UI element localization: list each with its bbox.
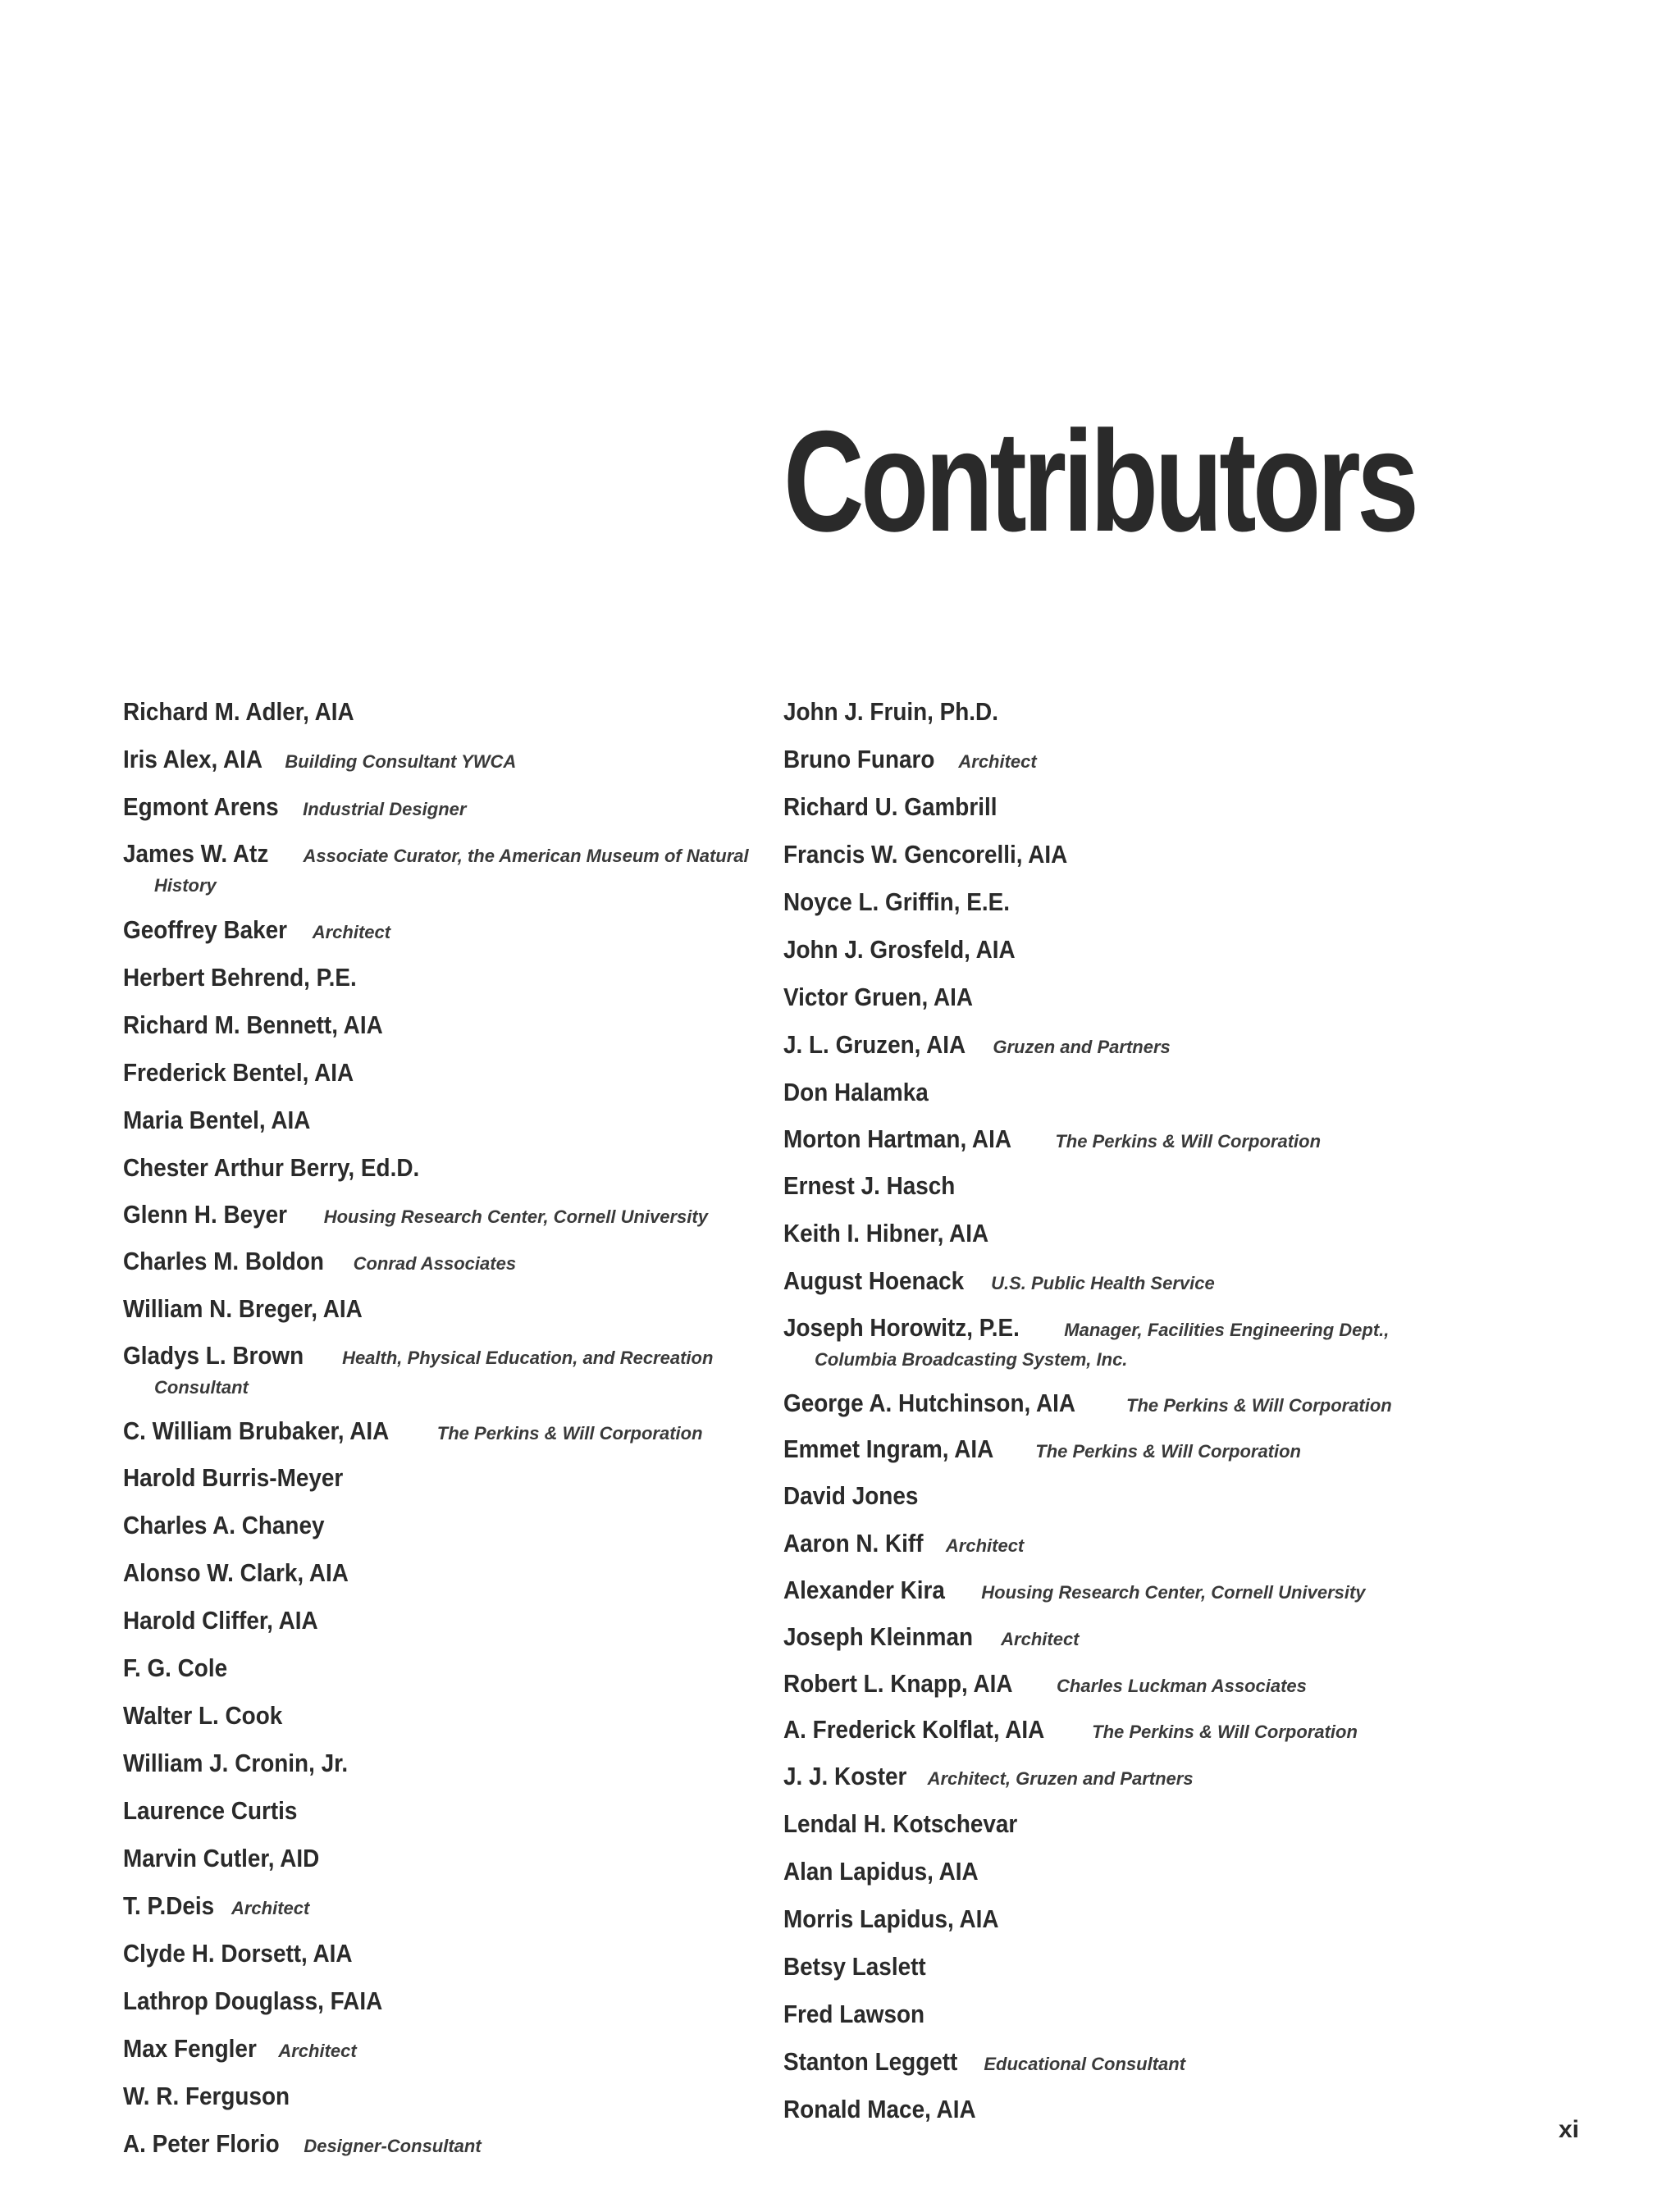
contributor-affiliation: Industrial Designer (303, 799, 467, 819)
contributor-name: Aaron N. Kiff (783, 1529, 924, 1558)
contributor-affiliation: Housing Research Center, Cornell University (981, 1582, 1366, 1603)
contributor-name: David Jones (783, 1481, 919, 1510)
contributor-entry (783, 1857, 1431, 1890)
contributor-affiliation: Designer-Consultant (304, 2136, 482, 2156)
contributor-entry (783, 1030, 1431, 1064)
contributor-entry (123, 1796, 771, 1830)
contributor-entry (123, 915, 771, 949)
contributor-entry (783, 1219, 1431, 1252)
contributor-name: Fred Lawson (783, 2000, 925, 2028)
contributor-name: T. P.Deis (123, 1891, 215, 1920)
contributor-name: Walter L. Cook (123, 1701, 283, 1730)
contributor-name: William J. Cronin, Jr. (123, 1749, 349, 1777)
contributor-affiliation: The Perkins & Will Corporation (1035, 1441, 1301, 1462)
contributor-name: Noyce L. Griffin, E.E. (783, 887, 1010, 916)
contributor-entry (783, 840, 1431, 873)
contributor-affiliation: Architect (958, 751, 1037, 772)
contributor-name: Robert L. Knapp, AIA (783, 1669, 1013, 1698)
contributor-entry (783, 1171, 1431, 1205)
contributor-name: Charles A. Chaney (123, 1511, 325, 1539)
contributor-affiliation: Manager, Facilities Engineering Dept., Columbia Broadcasting System, Inc. (815, 1320, 1390, 1370)
contributor-affiliation: Building Consultant YWCA (285, 751, 517, 772)
contributor-entry (123, 1986, 771, 2020)
contributor-entry (123, 745, 771, 778)
contributor-entry (123, 697, 771, 731)
contributor-name: Bruno Funaro (783, 745, 935, 773)
contributor-name: Alonso W. Clark, AIA (123, 1558, 349, 1587)
contributor-name: Marvin Cutler, AID (123, 1844, 320, 1872)
contributor-entry (783, 1435, 1431, 1467)
contributor-affiliation: Architect (231, 1898, 310, 1918)
contributor-affiliation: Architect (278, 2041, 357, 2061)
contributor-entry (783, 1762, 1431, 1795)
contributor-entry (123, 1247, 771, 1280)
contributor-name: Harold Burris-Meyer (123, 1463, 344, 1492)
contributor-affiliation: The Perkins & Will Corporation (1092, 1722, 1358, 1742)
contributor-entry (783, 1622, 1431, 1656)
contributor-entry (783, 983, 1431, 1016)
contributor-entry (783, 887, 1431, 921)
contributor-entry (783, 2000, 1431, 2033)
contributor-entry (123, 1058, 771, 1092)
contributor-affiliation: Conrad Associates (353, 1253, 517, 1274)
contributor-name: Ronald Mace, AIA (783, 2095, 976, 2123)
contributor-name: Lathrop Douglass, FAIA (123, 1986, 383, 2015)
contributor-entry (783, 1125, 1431, 1157)
contributor-affiliation: Charles Luckman Associates (1057, 1676, 1307, 1696)
contributor-name: Morris Lapidus, AIA (783, 1904, 999, 1933)
contributor-entry (783, 2095, 1431, 2128)
contributor-name: August Hoenack (783, 1266, 965, 1295)
contributor-entry (783, 792, 1431, 826)
contributor-name: Herbert Behrend, P.E. (123, 963, 357, 992)
contributor-name: Chester Arthur Berry, Ed.D. (123, 1153, 420, 1182)
contributor-affiliation: Housing Research Center, Cornell University (323, 1206, 708, 1227)
contributor-entry (783, 1716, 1431, 1748)
contributor-name: Clyde H. Dorsett, AIA (123, 1939, 353, 1968)
contributor-entry (783, 935, 1431, 969)
contributor-name: George A. Hutchinson, AIA (783, 1389, 1076, 1417)
contributor-affiliation: The Perkins & Will Corporation (436, 1423, 703, 1444)
contributor-affiliation: Architect (945, 1535, 1025, 1556)
contributor-entry (783, 1389, 1431, 1421)
contributor-entry (123, 1511, 771, 1544)
contributor-name: Alan Lapidus, AIA (783, 1857, 979, 1886)
contributor-name: Richard M. Adler, AIA (123, 697, 354, 726)
contributor-affiliation: Architect, Gruzen and Partners (927, 1768, 1194, 1789)
contributor-name: John J. Fruin, Ph.D. (783, 697, 998, 726)
contributor-name: C. William Brubaker, AIA (123, 1416, 390, 1445)
contributor-name: Victor Gruen, AIA (783, 983, 974, 1011)
contributor-name: John J. Grosfeld, AIA (783, 935, 1016, 964)
contributor-name: W. R. Ferguson (123, 2082, 290, 2110)
contributor-entry (123, 1010, 771, 1044)
contributor-entry (123, 2129, 771, 2163)
contributor-name: A. Frederick Kolflat, AIA (783, 1715, 1045, 1744)
contributor-name: Iris Alex, AIA (123, 745, 263, 773)
contributor-name: J. L. Gruzen, AIA (783, 1030, 966, 1059)
contributor-name: F. G. Cole (123, 1653, 228, 1682)
contributor-entry (783, 1952, 1431, 1986)
contributor-name: Max Fengler (123, 2034, 257, 2063)
contributor-affiliation: U.S. Public Health Service (991, 1273, 1215, 1293)
contributor-entry (123, 1891, 771, 1925)
contributor-entry (123, 1701, 771, 1735)
contributor-entry (123, 1417, 771, 1449)
contributor-name: Joseph Horowitz, P.E. (783, 1313, 1020, 1342)
contributor-entry (783, 1670, 1431, 1702)
contributor-name: Maria Bentel, AIA (123, 1106, 311, 1134)
contributor-affiliation: The Perkins & Will Corporation (1126, 1395, 1392, 1416)
contributor-name: A. Peter Florio (123, 2129, 280, 2158)
contributor-name: Gladys L. Brown (123, 1341, 304, 1370)
page-title: Contributors (783, 402, 1416, 562)
contributor-entry (783, 1481, 1431, 1515)
contributor-name: Betsy Laslett (783, 1952, 926, 1981)
contributor-affiliation: Gruzen and Partners (993, 1037, 1171, 1057)
contributor-name: Alexander Kira (783, 1576, 945, 1604)
contributor-entry (123, 1558, 771, 1592)
contributor-entry (783, 1529, 1431, 1562)
contributor-entry (123, 2034, 771, 2068)
contributor-entry (783, 1576, 1431, 1608)
contributor-entry (783, 1809, 1431, 1843)
contributor-name: Morton Hartman, AIA (783, 1124, 1011, 1153)
contributor-entry (783, 1078, 1431, 1111)
contributor-entry (123, 1342, 771, 1403)
contributor-affiliation: Associate Curator, the American Museum of Natural History (154, 846, 749, 896)
page-number: xi (1559, 2116, 1580, 2143)
contributor-name: Lendal H. Kotschevar (783, 1809, 1018, 1838)
contributor-entry (123, 1844, 771, 1877)
contributor-affiliation: Architect (312, 922, 391, 942)
contributor-name: Keith I. Hibner, AIA (783, 1219, 989, 1247)
contributor-affiliation: Health, Physical Education, and Recreation Consultant (154, 1348, 714, 1398)
contributor-entry (123, 1153, 771, 1187)
contributor-name: Richard U. Gambrill (783, 792, 998, 821)
contributor-name: William N. Breger, AIA (123, 1294, 363, 1323)
contributor-entry (123, 1749, 771, 1782)
contributor-entry (123, 2082, 771, 2115)
contributor-name: Don Halamka (783, 1078, 929, 1106)
contributor-affiliation: Architect (1001, 1629, 1080, 1649)
contributor-entry (123, 1606, 771, 1640)
contributor-name: Harold Cliffer, AIA (123, 1606, 318, 1635)
contributor-entry (123, 792, 771, 826)
contributor-name: Laurence Curtis (123, 1796, 298, 1825)
contributor-name: Glenn H. Beyer (123, 1200, 288, 1229)
contributor-entry (783, 1266, 1431, 1300)
contributor-affiliation: Educational Consultant (984, 2054, 1186, 2074)
contributor-name: James W. Atz (123, 839, 269, 868)
contributor-name: Geoffrey Baker (123, 915, 288, 944)
contributor-entry (123, 963, 771, 997)
contributor-entry (123, 1294, 771, 1328)
contributor-name: Stanton Leggett (783, 2047, 958, 2076)
contributor-entry (783, 2047, 1431, 2081)
contributor-entry (783, 697, 1431, 731)
contributors-left-column (123, 697, 771, 2177)
contributor-entry (783, 1904, 1431, 1938)
contributor-entry (123, 1201, 771, 1233)
contributor-entry (123, 840, 771, 901)
contributor-name: Richard M. Bennett, AIA (123, 1010, 383, 1039)
contributor-name: Joseph Kleinman (783, 1622, 974, 1651)
contributor-name: Francis W. Gencorelli, AIA (783, 840, 1068, 869)
contributor-name: Egmont Arens (123, 792, 279, 821)
contributor-entry (123, 1463, 771, 1497)
contributor-affiliation: The Perkins & Will Corporation (1055, 1131, 1322, 1152)
contributor-entry (123, 1106, 771, 1139)
contributor-entry (123, 1939, 771, 1973)
contributor-entry (783, 1314, 1431, 1375)
contributor-name: Emmet Ingram, AIA (783, 1434, 994, 1463)
contributor-entry (783, 745, 1431, 778)
contributor-name: Charles M. Boldon (123, 1247, 324, 1275)
contributor-name: Ernest J. Hasch (783, 1171, 956, 1200)
contributor-name: Frederick Bentel, AIA (123, 1058, 354, 1087)
contributors-right-column (783, 697, 1431, 2142)
contributor-entry (123, 1653, 771, 1687)
contributor-name: J. J. Koster (783, 1762, 907, 1790)
